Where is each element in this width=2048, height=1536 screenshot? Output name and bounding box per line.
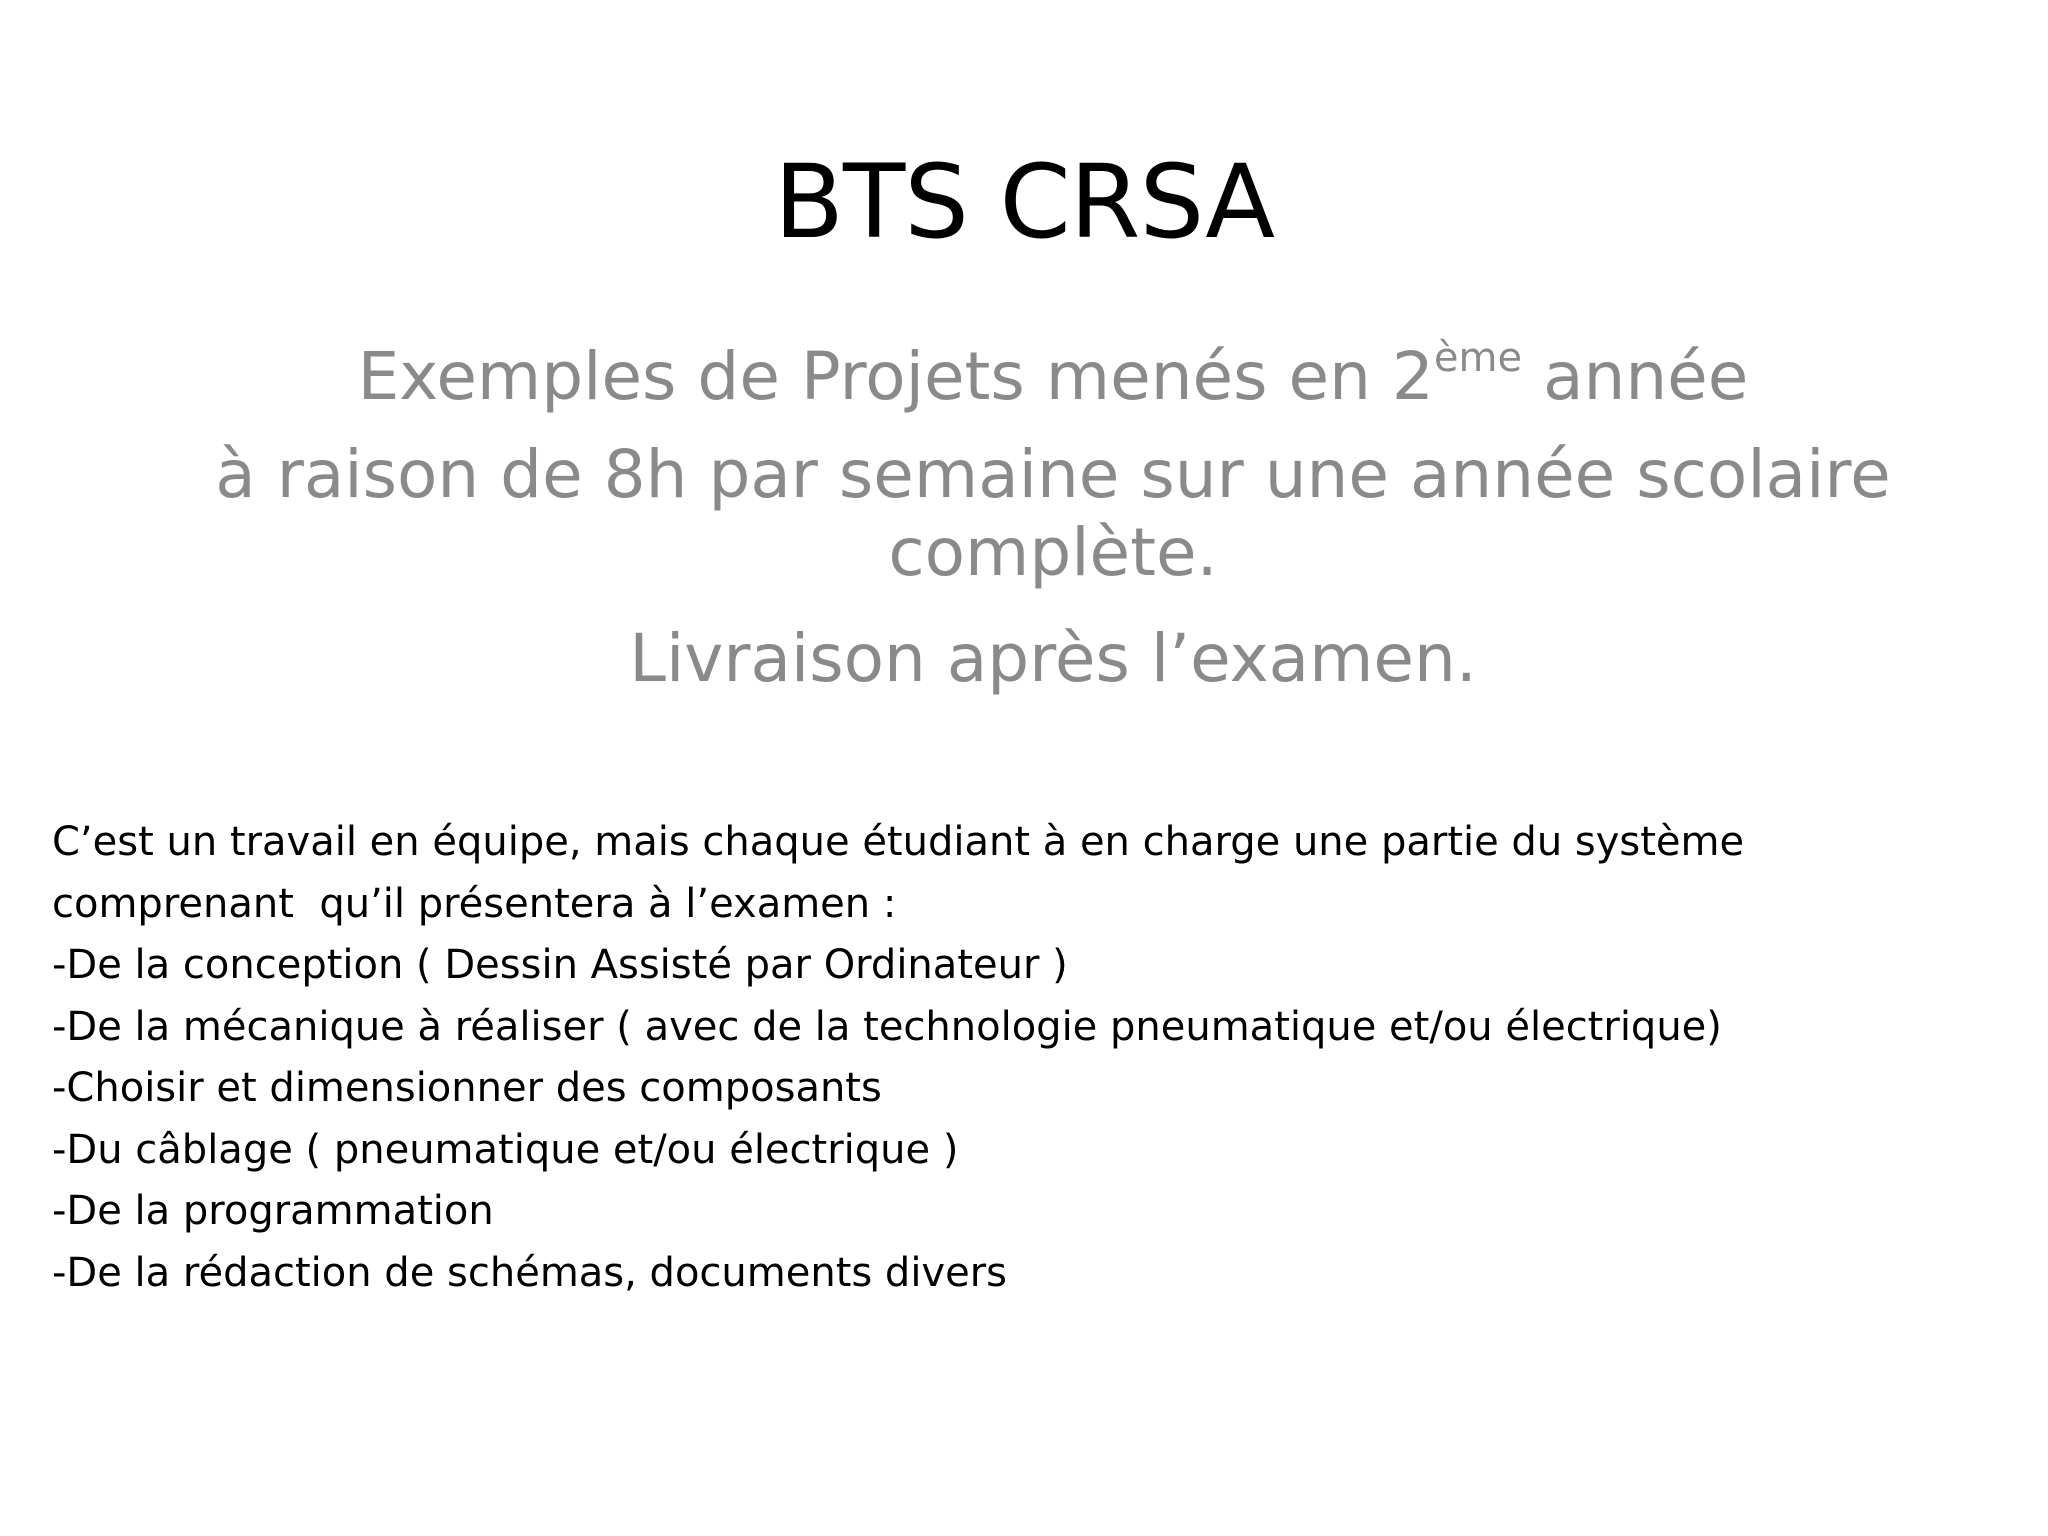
subtitle-line-1-text: Exemples de Projets menés en 2 xyxy=(357,338,1434,415)
superscript-eme: ème xyxy=(1433,335,1523,381)
list-item: -De la programmation xyxy=(52,1188,494,1234)
intro-line-2: comprenant qu’il présentera à l’examen : xyxy=(52,880,897,927)
list-item: -Choisir et dimensionner des composants xyxy=(52,1065,882,1111)
list-item: -Du câblage ( pneumatique et/ou électrique ) xyxy=(52,1126,959,1173)
list-item: -De la mécanique à réaliser ( avec de la technologie pneumatique et/ou électrique) xyxy=(52,1003,1722,1050)
slide-title: BTS CRSA xyxy=(774,143,1274,262)
intro-line-1: C’est un travail en équipe, mais chaque étudiant à en charge une partie du système xyxy=(52,819,1745,865)
list-item: -De la rédaction de schémas, documents divers xyxy=(52,1249,1007,1296)
slide-body xyxy=(52,812,1952,1304)
list-item: -De la conception ( Dessin Assisté par Ordinateur ) xyxy=(52,942,1068,988)
subtitle-line-2: à raison de 8h par semaine sur une année scolaire complète. xyxy=(215,436,1891,591)
subtitle-line-3: Livraison après l’examen. xyxy=(629,620,1477,697)
slide-subtitle xyxy=(120,335,1986,698)
subtitle-line-1 xyxy=(120,335,1986,416)
subtitle-line-1-end: année xyxy=(1522,338,1749,415)
